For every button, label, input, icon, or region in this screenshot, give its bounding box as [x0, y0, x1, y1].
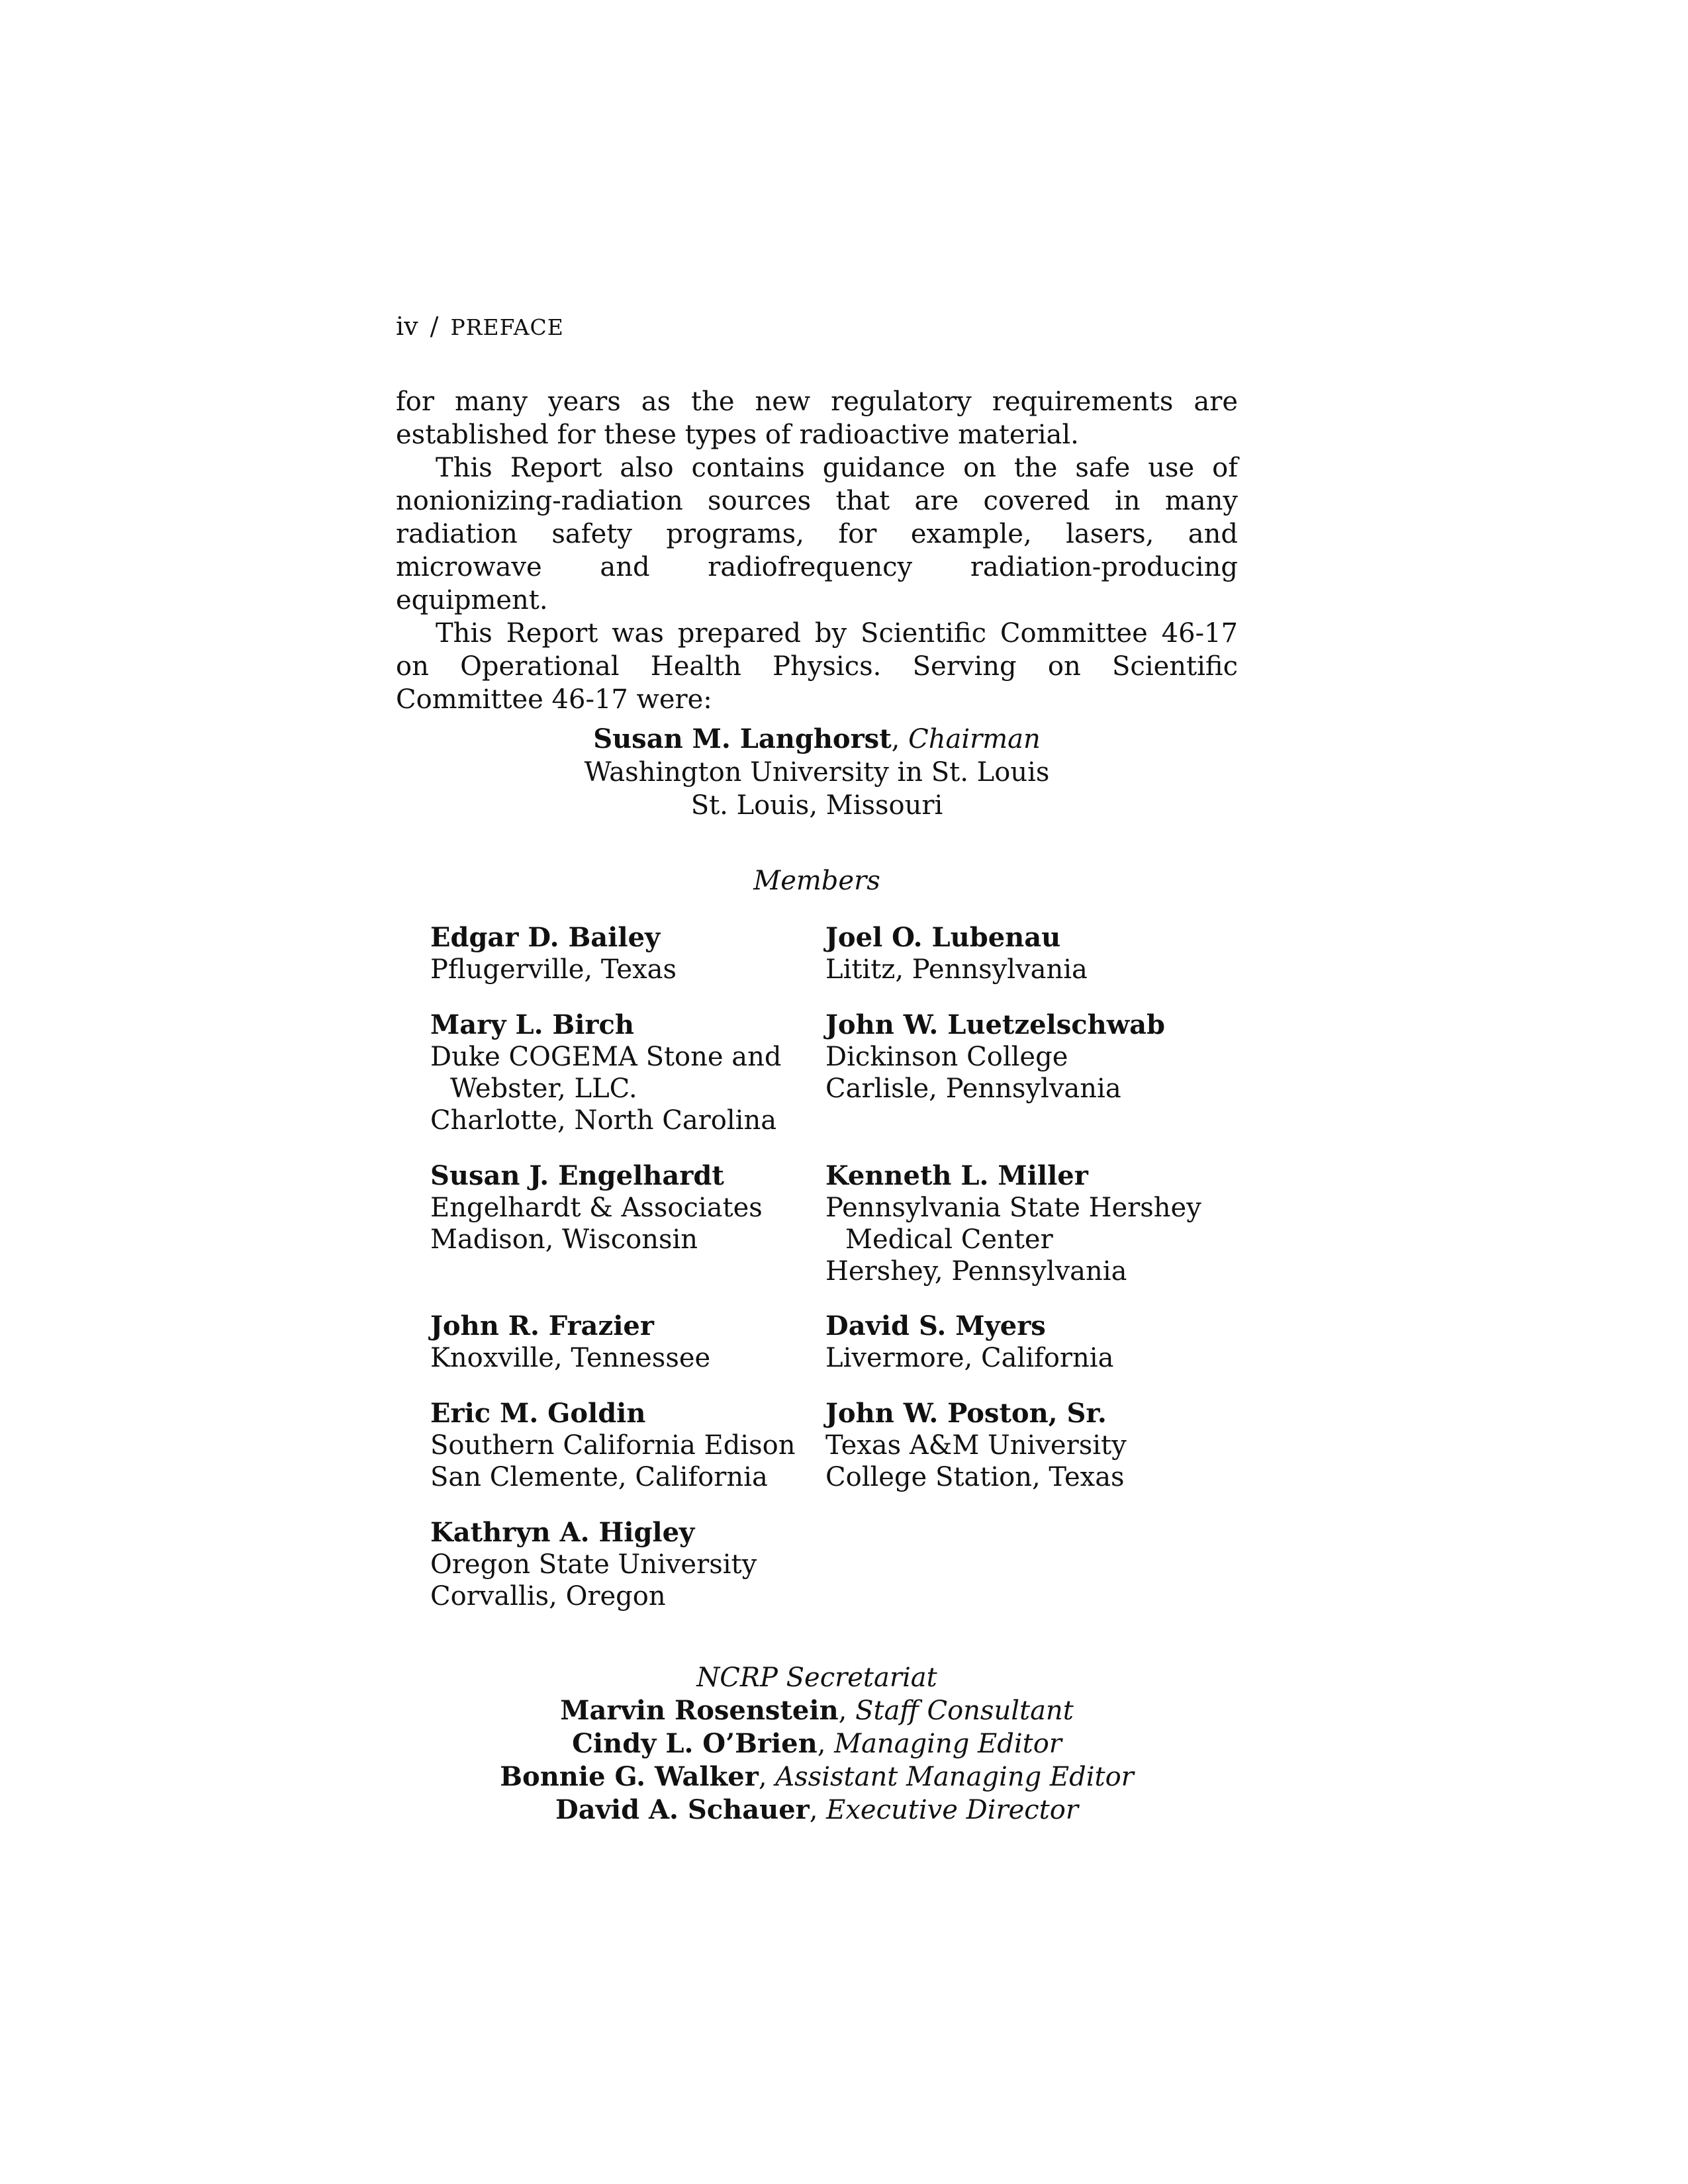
- member-name: Kathryn A. Higley: [430, 1517, 695, 1548]
- chairman-role: Chairman: [908, 724, 1041, 754]
- member-entry: [430, 1517, 757, 1612]
- staff-sep: ,: [817, 1729, 835, 1759]
- staff-sep: ,: [838, 1696, 856, 1726]
- member-line: Southern California Edison: [430, 1430, 796, 1461]
- preface-body: [396, 385, 1238, 716]
- header-separator: /: [430, 312, 439, 341]
- member-line: Pennsylvania State Hershey: [825, 1193, 1201, 1223]
- member-line: Dickinson College: [825, 1042, 1068, 1072]
- staff-role: Executive Director: [826, 1795, 1078, 1825]
- secretariat-heading: NCRP Secretariat: [696, 1662, 937, 1693]
- chairman-affiliation: Washington University in St. Louis: [584, 757, 1050, 788]
- member-name: Susan J. Engelhardt: [430, 1160, 724, 1191]
- paragraph-nonionizing: This Report also contains guidance on the safe use of nonionizing-radiation sources that are covered in many radiation safety programs, for example, lasers, and microwave and radiofrequency radiation-producing equipment.: [396, 453, 1238, 615]
- staff-role: Managing Editor: [834, 1729, 1062, 1759]
- secretariat-block: [396, 1661, 1238, 1827]
- running-header: [396, 310, 564, 344]
- member-line: Webster, LLC.: [450, 1073, 637, 1104]
- member-entry: [430, 1310, 710, 1374]
- chairman-name: Susan M. Langhorst: [593, 723, 892, 754]
- chairman-block: [396, 723, 1238, 822]
- paragraph-committee: This Report was prepared by Scientific Committee 46-17 on Operational Health Physics. Serving on Scientific Committee 46-17 were:: [396, 618, 1238, 715]
- member-line: Duke COGEMA Stone and: [430, 1042, 782, 1072]
- member-line: Pflugerville, Texas: [430, 954, 677, 985]
- member-line: College Station, Texas: [825, 1462, 1125, 1492]
- member-name: Mary L. Birch: [430, 1009, 634, 1040]
- member-name: John W. Poston, Sr.: [825, 1398, 1107, 1429]
- member-entry: [825, 1160, 1201, 1287]
- chairman-location: St. Louis, Missouri: [690, 790, 943, 821]
- paragraph-continuation: for many years as the new regulatory requirements are established for these types of radioactive material.: [396, 387, 1238, 450]
- member-entry: [430, 922, 677, 985]
- staff-name: David A. Schauer: [555, 1794, 810, 1825]
- member-entry: [825, 1310, 1113, 1374]
- member-line: San Clemente, California: [430, 1462, 768, 1492]
- staff-name: Bonnie G. Walker: [500, 1761, 759, 1792]
- member-name: Edgar D. Bailey: [430, 922, 661, 953]
- members-heading: Members: [753, 866, 880, 896]
- member-entry: [825, 1009, 1165, 1105]
- member-line: Texas A&M University: [825, 1430, 1127, 1461]
- staff-name: Marvin Rosenstein: [560, 1695, 839, 1726]
- member-line: Knoxville, Tennessee: [430, 1343, 711, 1373]
- member-line: Carlisle, Pennsylvania: [825, 1073, 1121, 1104]
- member-line: Engelhardt & Associates: [430, 1193, 763, 1223]
- member-line: Madison, Wisconsin: [430, 1224, 698, 1255]
- member-entry: [430, 1160, 763, 1255]
- secretariat-entry: [396, 1727, 1238, 1760]
- staff-role: Staff Consultant: [855, 1696, 1074, 1726]
- secretariat-entry: [396, 1760, 1238, 1794]
- member-line: Hershey, Pennsylvania: [825, 1256, 1127, 1287]
- member-entry: [430, 1398, 795, 1493]
- member-name: David S. Myers: [825, 1310, 1046, 1342]
- member-line: Oregon State University: [430, 1549, 757, 1580]
- section-title: PREFACE: [450, 314, 564, 340]
- member-name: John W. Luetzelschwab: [825, 1009, 1166, 1040]
- staff-sep: ,: [809, 1795, 827, 1825]
- member-entry: [825, 1398, 1127, 1493]
- secretariat-entry: [396, 1794, 1238, 1827]
- chairman-sep: ,: [891, 724, 909, 754]
- page-number: iv: [396, 312, 418, 341]
- staff-name: Cindy L. O’Brien: [572, 1728, 818, 1759]
- staff-role: Assistant Managing Editor: [775, 1762, 1134, 1792]
- member-line: Medical Center: [845, 1224, 1053, 1255]
- member-entry: [430, 1009, 782, 1136]
- staff-sep: ,: [758, 1762, 776, 1792]
- member-name: Eric M. Goldin: [430, 1398, 646, 1429]
- member-name: John R. Frazier: [430, 1310, 654, 1342]
- member-name: Kenneth L. Miller: [825, 1160, 1088, 1191]
- member-line: Corvallis, Oregon: [430, 1581, 666, 1612]
- member-entry: [825, 922, 1088, 985]
- secretariat-entry: [396, 1694, 1238, 1727]
- member-line: Lititz, Pennsylvania: [825, 954, 1088, 985]
- member-line: Livermore, California: [825, 1343, 1114, 1373]
- member-line: Charlotte, North Carolina: [430, 1105, 777, 1136]
- member-name: Joel O. Lubenau: [825, 922, 1061, 953]
